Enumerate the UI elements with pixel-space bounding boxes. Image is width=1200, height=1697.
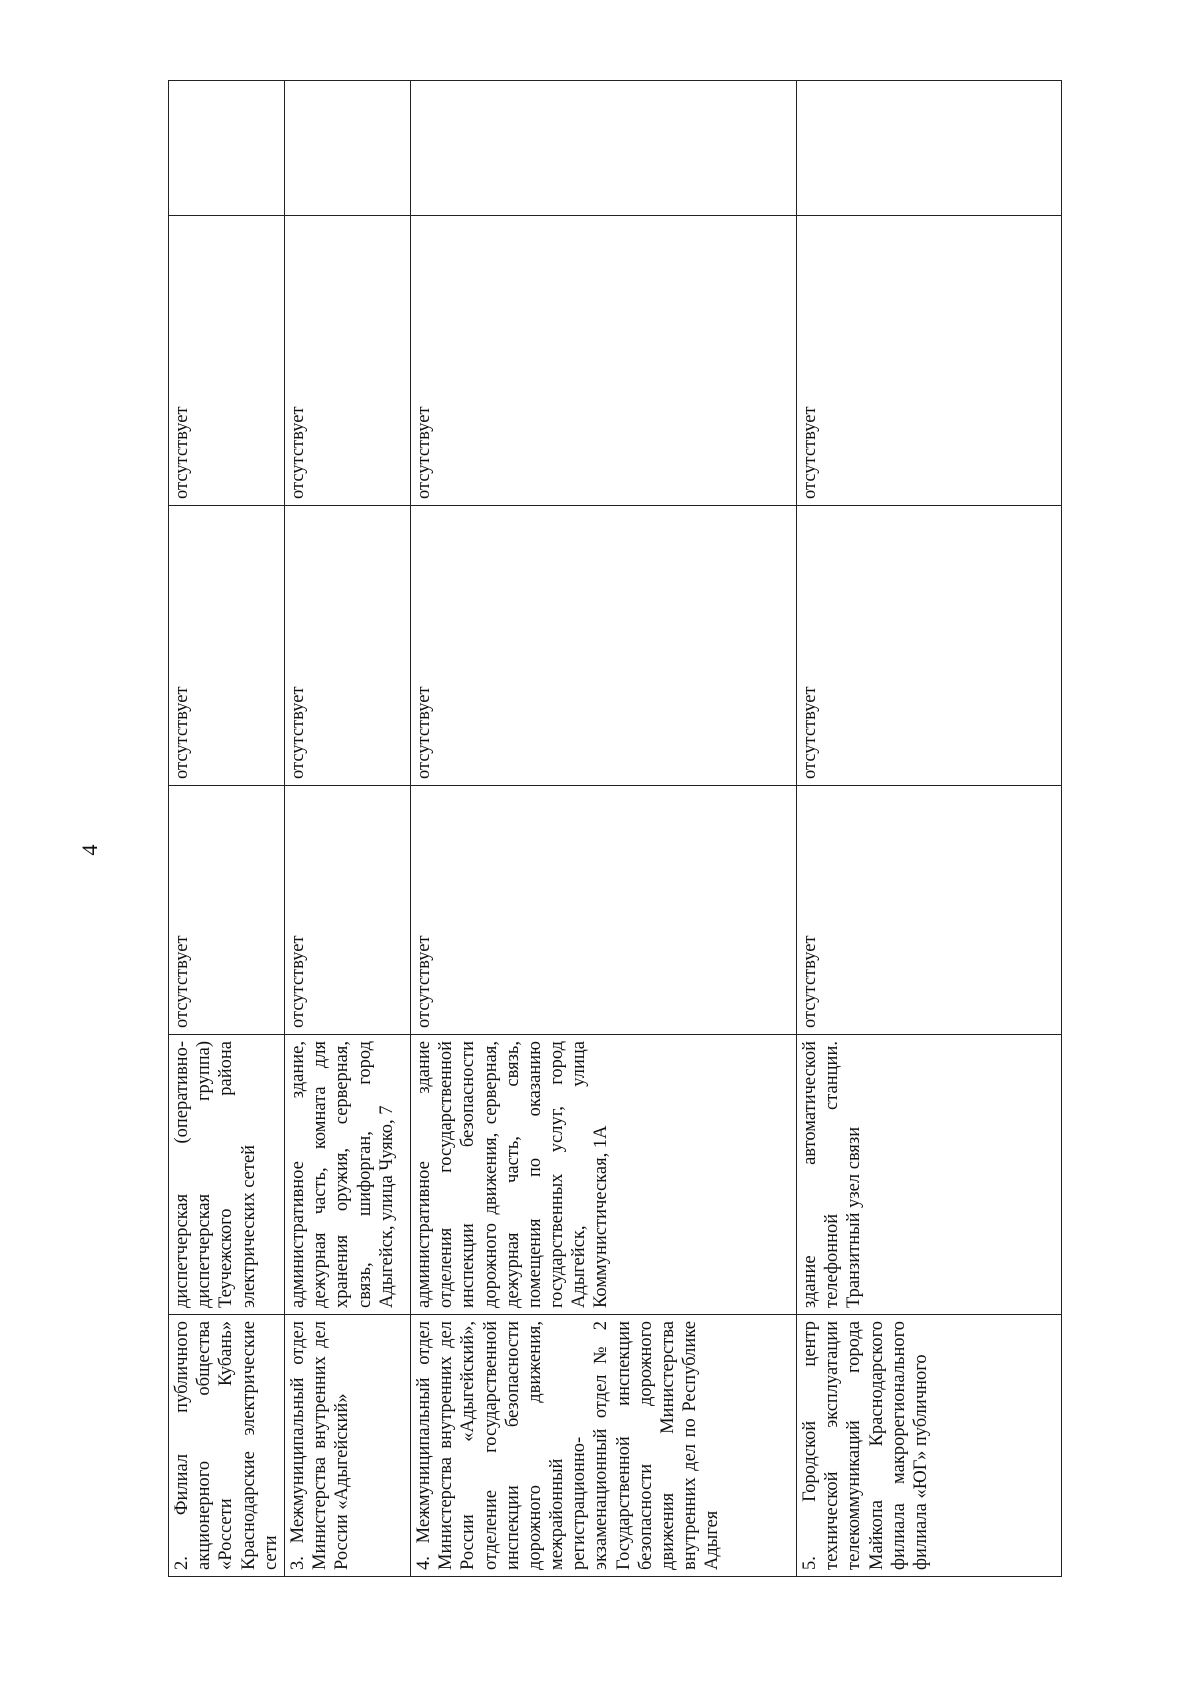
cell-col4: отсутствует [796,506,1061,786]
table-row [284,81,410,1577]
page-number: 4 [77,844,102,856]
cell-organization: 2. Филиал публичного акционерного общества «Россети Кубань» Краснодарские электрические сети [169,1315,285,1577]
cell-col3: отсутствует [796,786,1061,1035]
cell-col6 [169,81,285,216]
objects-table [168,80,1062,1577]
cell-objects: административное здание, дежурная часть, комната для хранения оружия, серверная, связь, шифорган, город Адыгейск, улица Чуяко, 7 [284,1035,410,1315]
cell-col3: отсутствует [410,786,796,1035]
cell-col4: отсутствует [169,506,285,786]
cell-col5: отсутствует [284,216,410,506]
cell-objects: здание автоматической телефонной станции. Транзитный узел связи [796,1035,1061,1315]
cell-organization: 5. Городской центр технической эксплуатации телекоммуникаций города Майкопа Краснодарского филиала макрорегионального филиала «ЮГ» публичного [796,1315,1061,1577]
cell-col6 [410,81,796,216]
cell-col5: отсутствует [169,216,285,506]
table-row [796,81,1061,1577]
cell-col6 [796,81,1061,216]
rotated-table-area [168,81,1048,1577]
cell-col3: отсутствует [169,786,285,1035]
cell-col4: отсутствует [410,506,796,786]
cell-col5: отсутствует [410,216,796,506]
table-row [169,81,285,1577]
table-row [410,81,796,1577]
cell-objects: диспетчерская (оперативно-диспетчерская группа) Теучежского района электрических сетей [169,1035,285,1315]
cell-col3: отсутствует [284,786,410,1035]
cell-organization: 4. Межмуниципальный отдел Министерства внутренних дел России «Адыгейский», отделение государственной инспекции безопасности дорожного движения, межрайонный регистрационно-экзаменационный отдел № 2 Государственной инспекции безопасности дорожного движения Министерства внутренних дел по Республике Адыгея [410,1315,796,1577]
cell-organization: 3. Межмуниципальный отдел Министерства внутренних дел России «Адыгейский» [284,1315,410,1577]
cell-col4: отсутствует [284,506,410,786]
table-wrapper [168,81,1048,1577]
cell-col5: отсутствует [796,216,1061,506]
cell-col6 [284,81,410,216]
cell-objects: административное здание отделения государственной инспекции безопасности дорожного движения, серверная, дежурная часть, связь, помещения по оказанию государственных услуг, город Адыгейск, улица Коммунистическая, 1А [410,1035,796,1315]
